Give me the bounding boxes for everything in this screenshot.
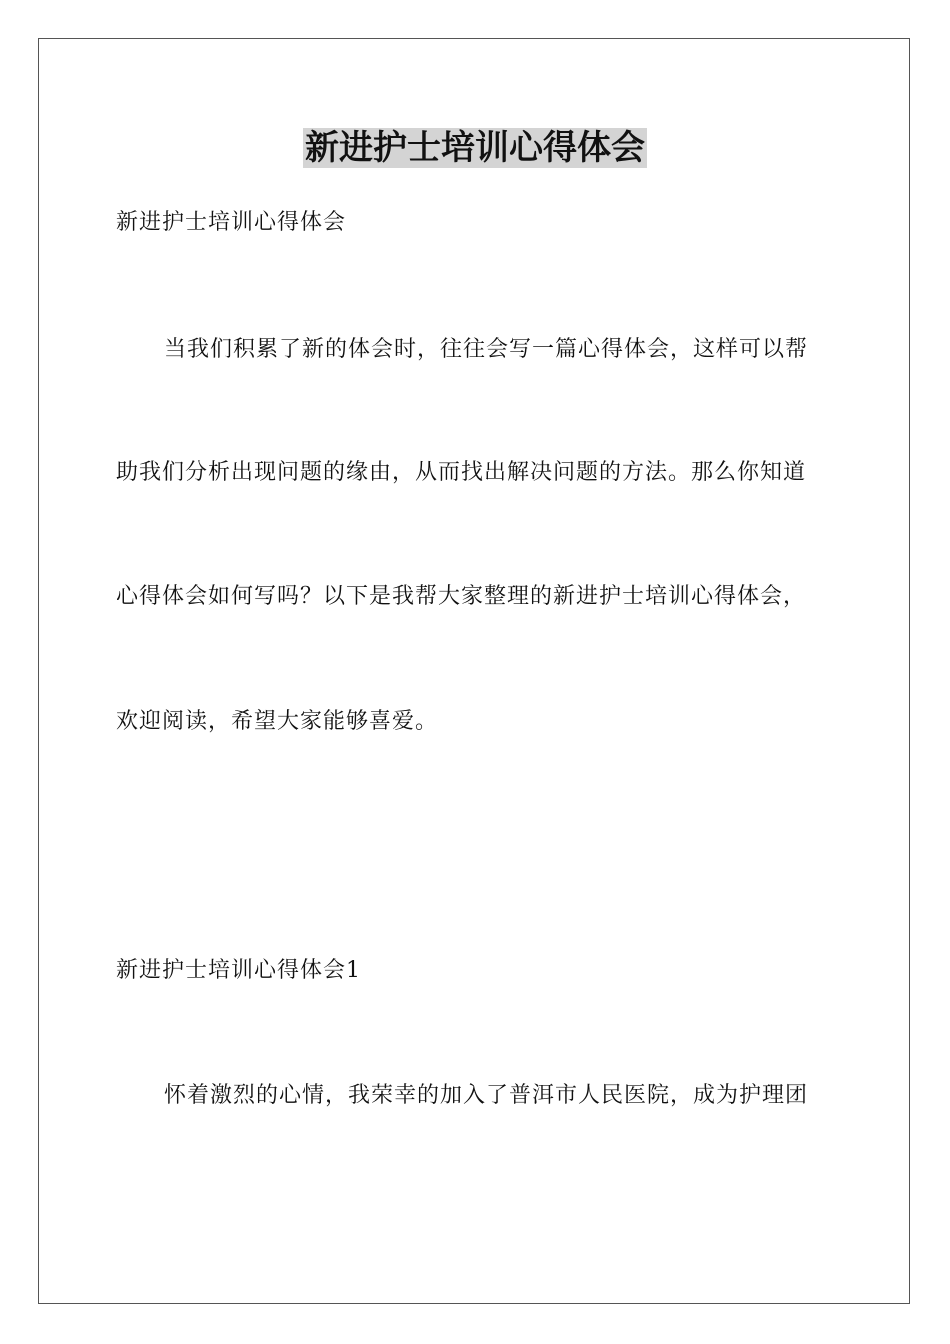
document-subtitle: 新进护士培训心得体会 — [116, 210, 347, 235]
document-title — [0, 124, 950, 172]
section1-line-1: 怀着激烈的心情，我荣幸的加入了普洱市人民医院，成为护理团 — [164, 1083, 809, 1108]
document-title-text: 新进护士培训心得体会 — [305, 128, 645, 168]
section-heading-1: 新进护士培训心得体会1 — [116, 958, 361, 983]
intro-line-2: 助我们分析出现问题的缘由，从而找出解决问题的方法。那么你知道 — [116, 460, 807, 485]
intro-line-3: 心得体会如何写吗？以下是我帮大家整理的新进护士培训心得体会， — [116, 584, 807, 609]
intro-line-4: 欢迎阅读，希望大家能够喜爱。 — [116, 709, 439, 734]
intro-line-1: 当我们积累了新的体会时，往往会写一篇心得体会，这样可以帮 — [164, 337, 809, 362]
